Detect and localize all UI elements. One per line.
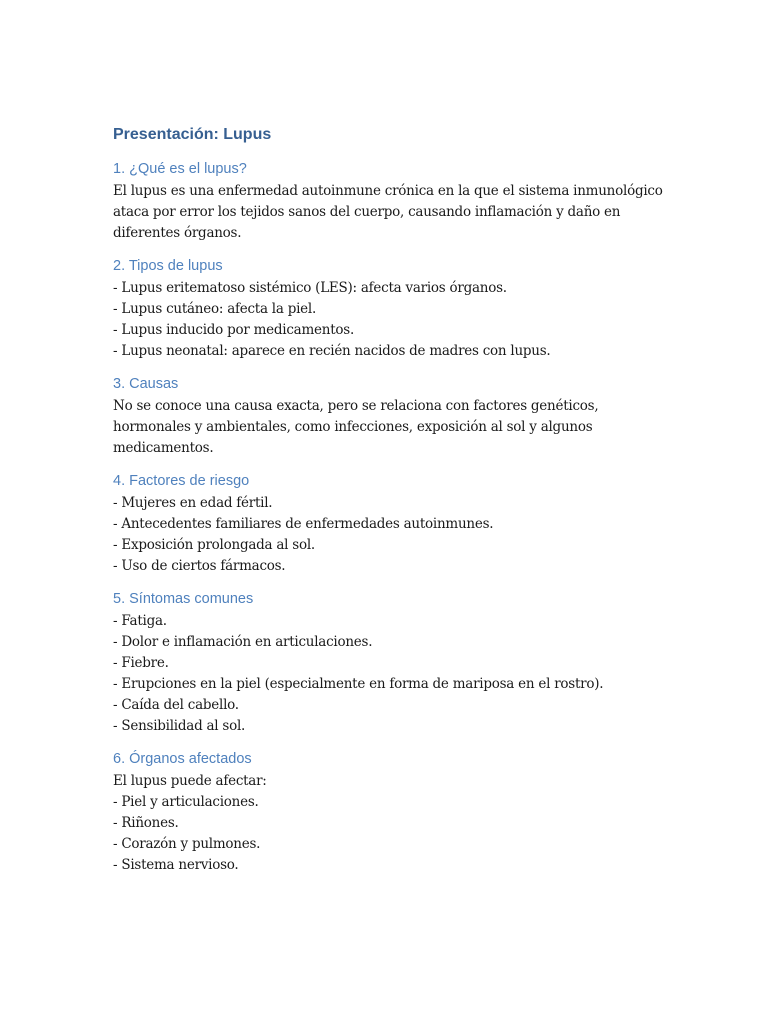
list-item: - Lupus neonatal: aparece en recién nacidos de madres con lupus. xyxy=(113,343,551,359)
section-paragraph: No se conoce una causa exacta, pero se relaciona con factores genéticos, hormonales y ambientales, como infecciones, exposición al sol y algunos medicamentos. xyxy=(113,398,599,456)
list-item: - Mujeres en edad fértil. xyxy=(113,495,273,511)
section-what-is-lupus xyxy=(113,159,673,244)
section-heading: 1. ¿Qué es el lupus? xyxy=(113,161,247,177)
list-item: - Sistema nervioso. xyxy=(113,857,239,873)
list-item: - Lupus inducido por medicamentos. xyxy=(113,322,354,338)
section-heading: 4. Factores de riesgo xyxy=(113,473,250,489)
list-item: - Lupus eritematoso sistémico (LES): afecta varios órganos. xyxy=(113,280,507,296)
document-page xyxy=(113,124,673,888)
list-item: - Lupus cutáneo: afecta la piel. xyxy=(113,301,317,317)
section-affected-organs xyxy=(113,749,673,876)
list-item: - Antecedentes familiares de enfermedades autoinmunes. xyxy=(113,516,494,532)
section-causes xyxy=(113,374,673,459)
list-item: - Caída del cabello. xyxy=(113,697,239,713)
list-item: - Dolor e inflamación en articulaciones. xyxy=(113,634,373,650)
section-heading: 3. Causas xyxy=(113,376,179,392)
list-item: - Fatiga. xyxy=(113,613,167,629)
list-item: - Erupciones en la piel (especialmente en forma de mariposa en el rostro). xyxy=(113,676,604,692)
list-item: - Corazón y pulmones. xyxy=(113,836,261,852)
list-item: - Riñones. xyxy=(113,815,179,831)
section-types-of-lupus xyxy=(113,256,673,362)
list-item: - Uso de ciertos fármacos. xyxy=(113,558,286,574)
section-heading: 2. Tipos de lupus xyxy=(113,258,223,274)
section-heading: 5. Síntomas comunes xyxy=(113,591,254,607)
list-item: - Piel y articulaciones. xyxy=(113,794,259,810)
section-risk-factors xyxy=(113,471,673,577)
list-item: - Fiebre. xyxy=(113,655,169,671)
section-heading: 6. Órganos afectados xyxy=(113,751,252,767)
list-intro: El lupus puede afectar: xyxy=(113,773,267,789)
section-paragraph: El lupus es una enfermedad autoinmune crónica en la que el sistema inmunológico ataca por error los tejidos sanos del cuerpo, causando inflamación y daño en diferentes órganos. xyxy=(113,183,663,241)
document-title: Presentación: Lupus xyxy=(113,126,272,143)
list-item: - Sensibilidad al sol. xyxy=(113,718,246,734)
section-common-symptoms xyxy=(113,589,673,737)
list-item: - Exposición prolongada al sol. xyxy=(113,537,315,553)
